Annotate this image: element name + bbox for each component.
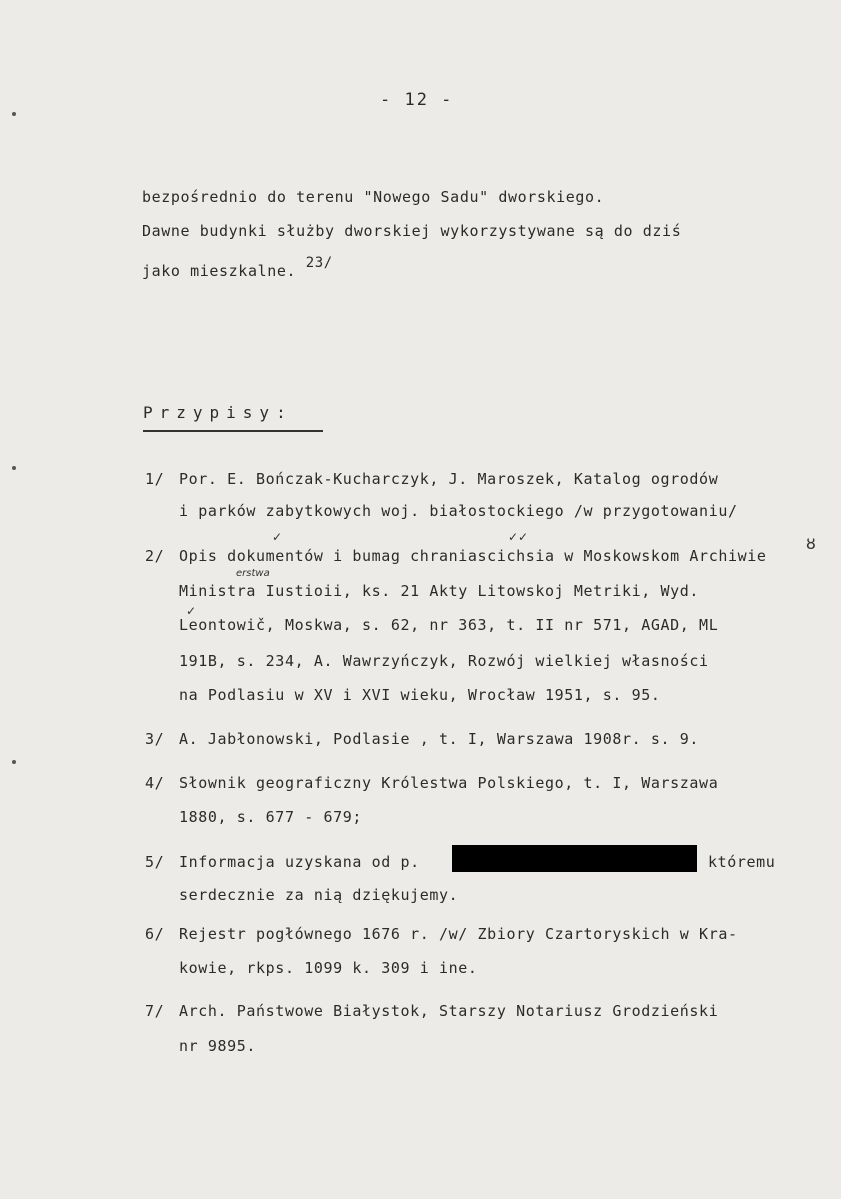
footnotes-heading: Przypisy: bbox=[143, 403, 293, 422]
handwritten-annotation: erstwa bbox=[236, 568, 270, 579]
footnote-text: na Podlasiu w XV i XVI wieku, Wrocław 1951, s. 95. bbox=[179, 686, 661, 704]
footnote-number: 7/ bbox=[145, 1002, 165, 1020]
footnote-text: nr 9895. bbox=[179, 1037, 257, 1055]
footnote-text: i parków zabytkowych woj. białostockiego /w przygotowaniu/ bbox=[179, 502, 738, 520]
footnote-text: Informacja uzyskana od p. bbox=[179, 853, 420, 871]
footnote-text: Ministra Iustioii, ks. 21 Akty Litowskoj Metriki, Wyd. bbox=[179, 582, 700, 600]
heading-underline bbox=[143, 430, 323, 432]
footnote-text: Leontowič, Moskwa, s. 62, nr 363, t. II nr 571, AGAD, ML bbox=[179, 616, 719, 634]
footnote-text: któremu bbox=[708, 853, 776, 871]
handwritten-mark: ȣ bbox=[806, 534, 816, 553]
footnote-number: 1/ bbox=[145, 470, 165, 488]
footnote-text: kowie, rkps. 1099 k. 309 i ine. bbox=[179, 959, 478, 977]
footnote-text: A. Jabłonowski, Podlasie , t. I, Warszawa 1908r. s. 9. bbox=[179, 730, 700, 748]
footnote-3 bbox=[145, 730, 699, 748]
margin-mark bbox=[12, 112, 16, 116]
handwritten-check-mark: ✓ bbox=[272, 530, 283, 544]
footnote-text: Arch. Państwowe Białystok, Starszy Notariusz Grodzieński bbox=[179, 1002, 719, 1020]
footnote-2 bbox=[145, 547, 766, 565]
redaction-block bbox=[452, 845, 697, 872]
body-line: bezpośrednio do terenu "Nowego Sadu" dworskiego. bbox=[142, 188, 605, 206]
body-line bbox=[142, 255, 333, 280]
footnote-number: 3/ bbox=[145, 730, 165, 748]
handwritten-check-mark: ✓✓ bbox=[508, 530, 529, 544]
body-text: jako mieszkalne. bbox=[142, 262, 297, 280]
handwritten-check-mark: ✓ bbox=[186, 604, 197, 618]
footnote-4 bbox=[145, 774, 718, 792]
footnote-text: 191B, s. 234, A. Wawrzyńczyk, Rozwój wielkiej własności bbox=[179, 652, 709, 670]
footnote-6 bbox=[145, 925, 738, 943]
footnote-5 bbox=[145, 853, 420, 871]
footnote-number: 5/ bbox=[145, 853, 165, 871]
footnote-number: 2/ bbox=[145, 547, 165, 565]
footnote-number: 6/ bbox=[145, 925, 165, 943]
margin-mark bbox=[12, 466, 16, 470]
body-line: Dawne budynki służby dworskiej wykorzystywane są do dziś bbox=[142, 222, 682, 240]
footnote-text: Por. E. Bończak-Kucharczyk, J. Maroszek, Katalog ogrodów bbox=[179, 470, 719, 488]
footnote-reference: 23/ bbox=[305, 255, 333, 271]
footnote-text: Słownik geograficzny Królestwa Polskiego, t. I, Warszawa bbox=[179, 774, 719, 792]
footnote-1 bbox=[145, 470, 718, 488]
margin-mark bbox=[12, 760, 16, 764]
footnote-text: Rejestr pogłównego 1676 r. /w/ Zbiory Czartoryskich w Kra- bbox=[179, 925, 738, 943]
footnote-number: 4/ bbox=[145, 774, 165, 792]
footnote-text: serdecznie za nią dziękujemy. bbox=[179, 886, 459, 904]
footnote-7 bbox=[145, 1002, 718, 1020]
footnote-text: Opis dokumentów i bumag chraniascichsia w Moskowskom Archiwie bbox=[179, 547, 767, 565]
footnote-text: 1880, s. 677 - 679; bbox=[179, 808, 362, 826]
page-number: - 12 - bbox=[380, 90, 454, 110]
